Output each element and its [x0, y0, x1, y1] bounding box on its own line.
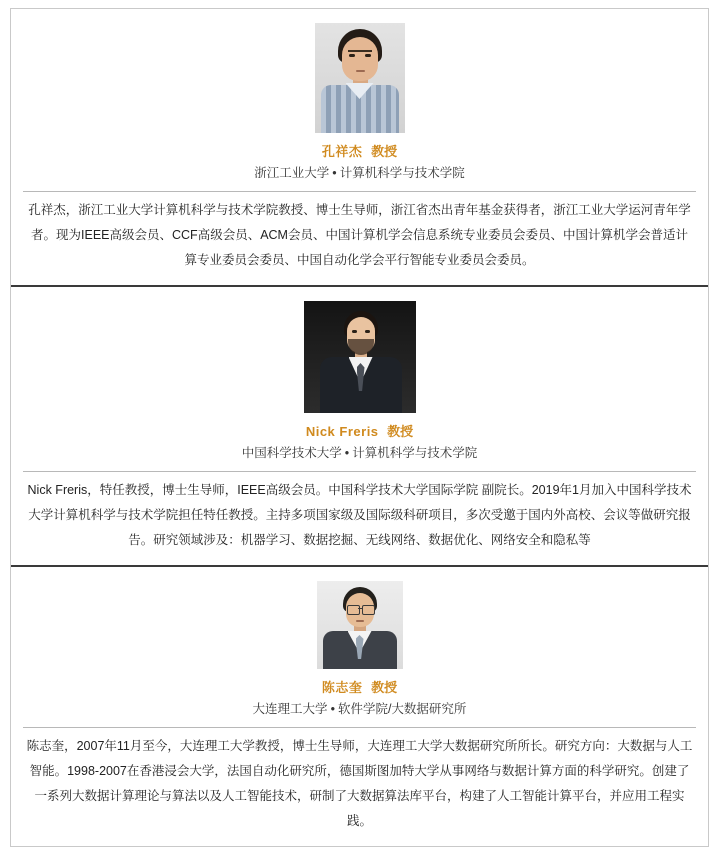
speaker-name: Nick Freris — [305, 424, 379, 439]
speaker-card — [11, 285, 708, 565]
speaker-bio-text: Nick Freris，特任教授，博士生导师，IEEE高级会员。中国科学技术大学国际学院 副院长。2019年1月加入中国科学技术大学计算机科学与技术学院担任特任教授。主持多项国家级及国际级科研项目，多次受邀于国内外高校、会议等做研究报告。研究领域涉及：机器学习、数据挖掘、无线网络、数据优化、网络安全和隐私等 — [27, 483, 692, 547]
portrait-photo — [317, 581, 403, 669]
speaker-title: 教授 — [387, 424, 414, 439]
affiliation-department: 计算机科学与技术学院 — [352, 446, 478, 460]
affiliation-university: 中国科学技术大学 — [241, 446, 342, 460]
speaker-name-line — [11, 143, 708, 161]
speaker-card-list — [10, 8, 709, 847]
speaker-card — [11, 9, 708, 285]
speaker-bio-text: 孔祥杰，浙江工业大学计算机科学与技术学院教授、博士生导师，浙江省杰出青年基金获得者，浙江工业大学运河青年学者。现为IEEE高级会员、CCF高级会员、ACM会员、中国计算机学会信息系统专业委员会委员、中国计算机学会普适计算专业委员会委员、中国自动化学会平行智能专业委员会委员。 — [28, 203, 691, 267]
affiliation-department: 计算机科学与技术学院 — [339, 166, 465, 180]
portrait-photo — [304, 301, 416, 413]
affiliation-separator: • — [332, 166, 337, 180]
speaker-affiliation — [11, 699, 708, 719]
speaker-affiliation — [11, 443, 708, 463]
speaker-name-line — [11, 679, 708, 697]
affiliation-university: 浙江工业大学 — [254, 166, 330, 180]
speaker-name: 陈志奎 — [321, 680, 363, 695]
speaker-photo-wrap — [11, 15, 708, 133]
speaker-photo-wrap — [11, 293, 708, 413]
speaker-photo-wrap — [11, 573, 708, 669]
speaker-bio-text: 陈志奎，2007年11月至今，大连理工大学教授，博士生导师，大连理工大学大数据研究所所长。研究方向：大数据与人工智能。1998-2007在香港浸会大学，法国自动化研究所，德国斯图加特大学从事网络与数据计算方面的科学研究。创建了一系列大数据计算理论与算法以及人工智能技术，研制了大数据算法库平台，构建了人工智能计算平台，并应用工程实践。 — [26, 739, 693, 828]
speaker-bio — [11, 728, 708, 842]
speaker-affiliation — [11, 163, 708, 183]
speaker-card — [11, 565, 708, 846]
affiliation-university: 大连理工大学 — [252, 702, 328, 716]
speaker-bio — [11, 192, 708, 281]
speaker-title: 教授 — [371, 680, 398, 695]
speaker-title: 教授 — [371, 144, 398, 159]
affiliation-department: 软件学院/大数据研究所 — [337, 702, 467, 716]
affiliation-separator: • — [344, 446, 350, 460]
speaker-name: 孔祥杰 — [321, 144, 363, 159]
speaker-name-line — [11, 423, 708, 441]
speaker-bio — [11, 472, 708, 561]
affiliation-separator: • — [330, 702, 335, 716]
portrait-photo — [315, 23, 405, 133]
